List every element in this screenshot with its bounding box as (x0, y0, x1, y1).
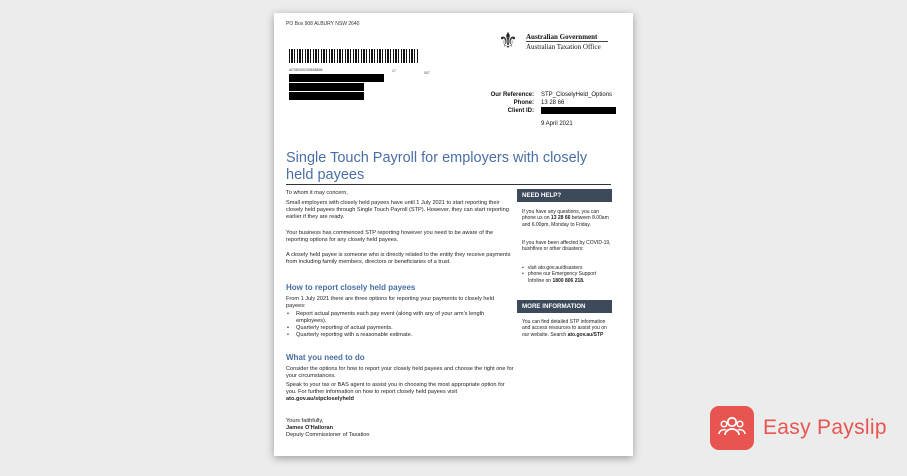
paragraph: A closely held payee is someone who is directly related to the entity they receive payments from including family members, directors or beneficiaries of a trust. (286, 252, 511, 265)
list-item: • visit ato.gov.au/disasters (522, 265, 612, 271)
help-line: between 8.00am and 6.00pm, Monday to Friday. (522, 215, 609, 228)
list-item: • Quarterly reporting of actual payments. (286, 325, 514, 332)
need-help-heading: NEED HELP? (517, 189, 612, 202)
options-list (286, 311, 514, 339)
letter-title: Single Touch Payroll for employers with closely held payees (286, 150, 588, 183)
barcode-number: A0780000200658848 (289, 68, 323, 72)
title-divider (286, 184, 611, 185)
signatory-title: Deputy Commissioner of Taxation (286, 432, 370, 438)
help-line: If you have any questions, you can phone us on (522, 209, 599, 222)
redacted-address-line (289, 74, 384, 82)
paragraph-text: Speak to your tax or BAS agent to assist you in choosing the most appropriate option for you. For further information on how to report closely held payees visit (286, 382, 505, 395)
phone-value: 13 28 66 (541, 100, 565, 106)
help-phone: 13 28 66 (550, 215, 571, 222)
more-info-body: You can find detailed STP information and access resources to assist you on our website. Search (522, 319, 607, 338)
section-heading: What you need to do (286, 353, 365, 362)
redacted-address-line (289, 83, 364, 91)
logo-line-ato: Australian Taxation Office (526, 43, 601, 51)
logo-line-government: Australian Government (526, 33, 598, 41)
easy-payslip-logo (710, 406, 887, 450)
list-item (522, 271, 612, 284)
help-text (522, 209, 612, 228)
paragraph: From 1 July 2021 there are three options for reporting your payments to closely held payees: (286, 296, 495, 309)
phone-label: Phone: (513, 100, 534, 106)
paragraph: Small employers with closely held payees have until 1 July 2021 to start reporting their closely held payees through Single Touch Payroll (STP). However, they can start reporting earlier if they are ready. (286, 200, 509, 220)
disaster-list (522, 265, 612, 284)
redacted-client-id (541, 107, 616, 114)
australian-government-logo (494, 27, 624, 55)
coat-of-arms-icon: ⚜ (498, 28, 518, 53)
barcode-digit: 007 (424, 71, 430, 75)
more-info-text (522, 319, 612, 338)
paragraph: Your business has commenced STP reporting however you need to be aware of the reporting options for any closely held payees. (286, 230, 494, 243)
paragraph (286, 382, 514, 403)
disaster-phone: 1800 806 218. (552, 277, 585, 284)
people-icon (710, 406, 754, 450)
sender-address: PO Box 908 ALBURY NSW 2640 (286, 21, 360, 27)
more-info-heading: MORE INFORMATION (517, 300, 612, 313)
salutation: To whom it may concern, (286, 190, 348, 196)
list-item: • Quarterly reporting with a reasonable estimate. (286, 332, 514, 339)
signatory-name: James O'Halloran (286, 425, 334, 431)
stp-closely-held-link[interactable]: ato.gov.au/stpcloselyheld (286, 396, 354, 402)
barcode-digit: 17 (392, 69, 396, 73)
logo-divider (526, 41, 608, 42)
postal-barcode (289, 49, 419, 63)
ato-letter-scan (274, 13, 633, 456)
section-heading: How to report closely held payees (286, 283, 416, 292)
redacted-address-line (289, 92, 364, 100)
letter-date: 9 April 2021 (541, 121, 573, 127)
disaster-text: If you have been affected by COVID-19, bushfires or other disasters: (522, 240, 611, 253)
disaster-phone-text: phone our Emergency Support Infoline on (528, 271, 597, 284)
ato-stp-link[interactable]: ato.gov.au/STP (567, 331, 604, 338)
client-id-label: Client ID: (507, 108, 534, 114)
list-item: • Report actual payments each pay event (along with any of your arm's length employees). (286, 311, 514, 325)
our-reference-value: STP_CloselyHeld_Options (541, 92, 613, 98)
our-reference-label: Our Reference: (490, 92, 534, 98)
brand-name: Easy Payslip (763, 416, 887, 439)
paragraph: Consider the options for how to report your closely held payees and choose the right one for your circumstances. (286, 366, 514, 379)
signoff: Yours faithfully, (286, 418, 324, 424)
